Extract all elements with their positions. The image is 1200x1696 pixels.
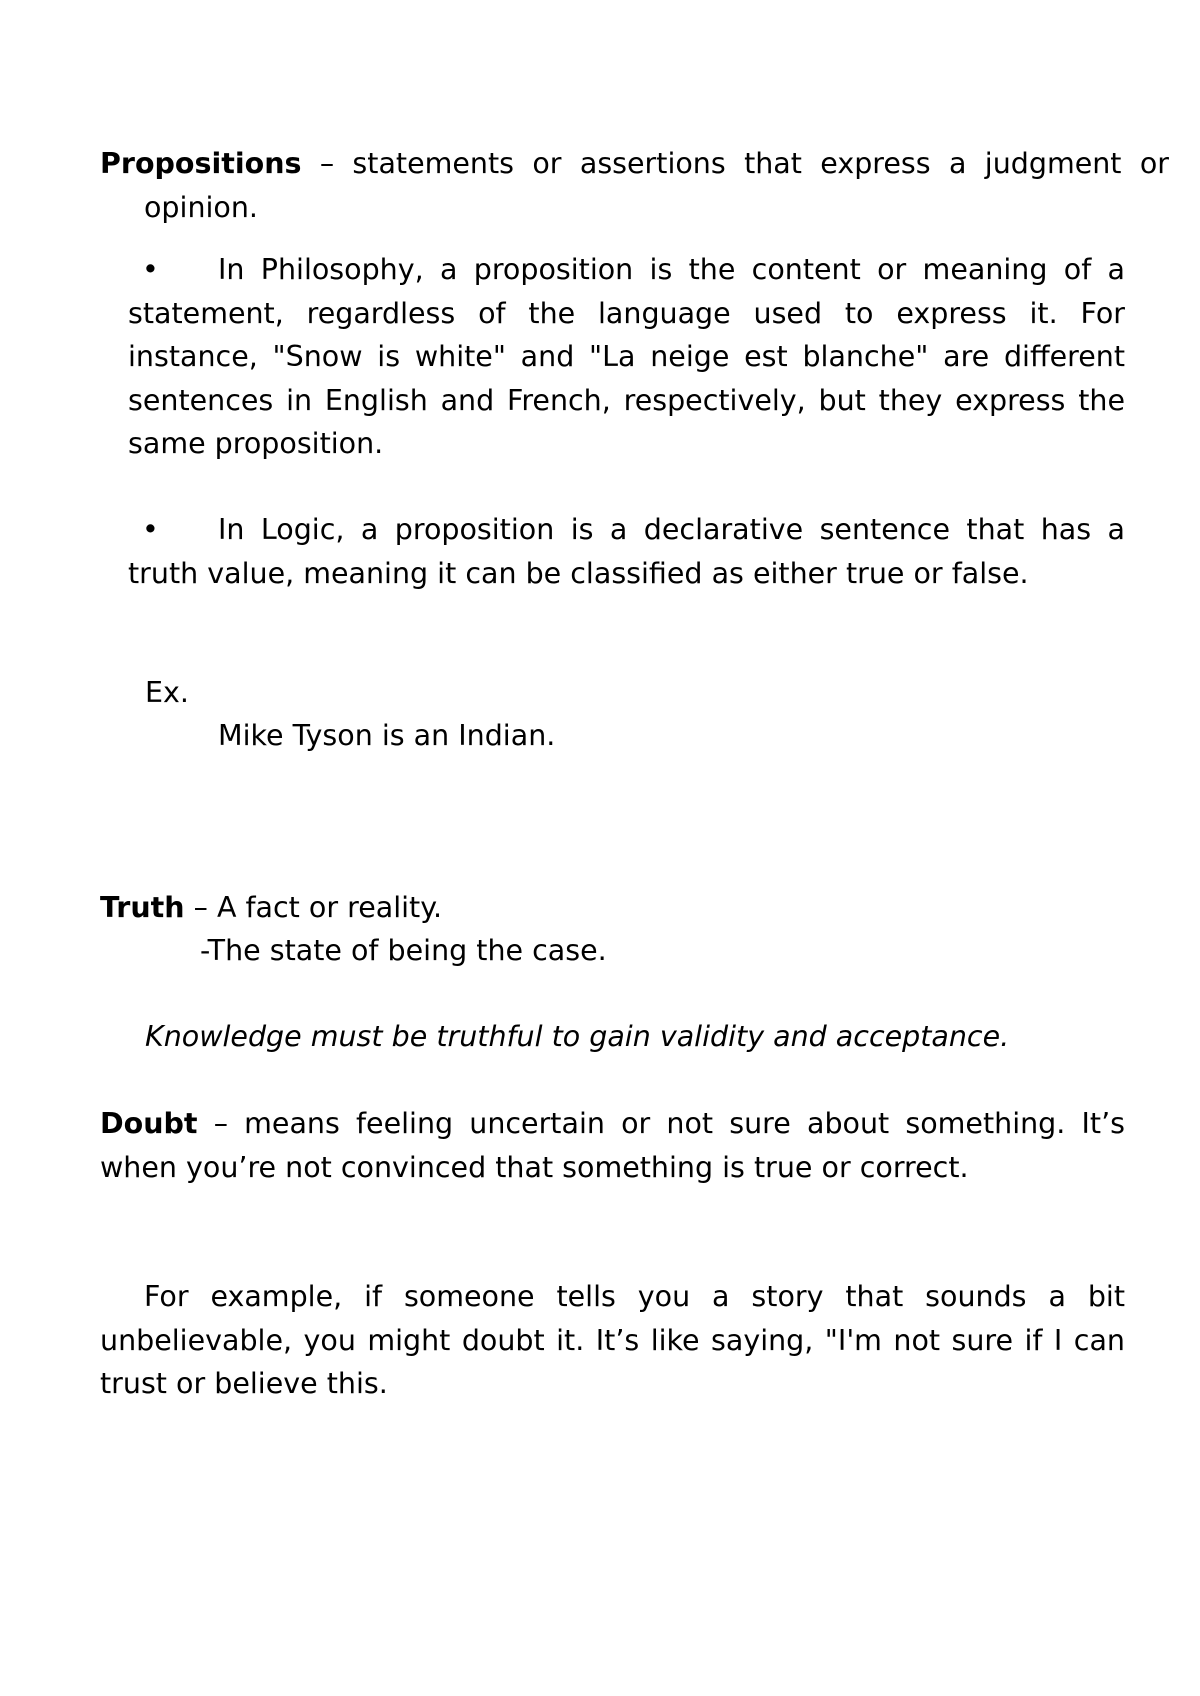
doubt-definition xyxy=(100,1102,1125,1189)
bullet-icon: • xyxy=(142,513,159,546)
truth-sub-definition-text: The state of being the case. xyxy=(207,934,607,967)
propositions-definition-text: – statements or assertions that express a judgment or opinion. xyxy=(144,147,1169,224)
philosophy-bullet-text: In Philosophy, a proposition is the content or meaning of a statement, regardless of the language used to express it. For instance, "Snow is white" and "La neige est blanche" are different sentences in English and French, respectively, but they express the same proposition. xyxy=(128,253,1125,460)
truth-sub-definition xyxy=(200,929,607,973)
philosophy-bullet xyxy=(128,248,1125,466)
dash-mark: - xyxy=(200,934,208,967)
truth-definition-text: – A fact or reality. xyxy=(184,891,443,924)
logic-bullet-text: In Logic, a proposition is a declarative sentence that has a truth value, meaning it can be classified as either true or false. xyxy=(128,513,1125,590)
example-label: Ex. xyxy=(145,676,189,709)
example-text: Mike Tyson is an Indian. xyxy=(218,719,556,752)
doubt-definition-text: – means feeling uncertain or not sure about something. It’s when you’re not convinced that something is true or correct. xyxy=(100,1107,1125,1184)
doubt-example: For example, if someone tells you a story that sounds a bit unbelievable, you might doubt it. It’s like saying, "I'm not sure if I can trust or believe this. xyxy=(100,1280,1125,1400)
doubt-term: Doubt xyxy=(100,1107,198,1140)
logic-bullet xyxy=(128,508,1125,595)
truth-term: Truth xyxy=(100,891,185,924)
propositions-definition xyxy=(100,142,1169,229)
bullet-icon: • xyxy=(142,253,159,286)
truth-statement: Knowledge must be truthful to gain validity and acceptance. xyxy=(145,1020,1010,1053)
propositions-term: Propositions xyxy=(100,147,302,180)
truth-definition xyxy=(100,886,442,930)
